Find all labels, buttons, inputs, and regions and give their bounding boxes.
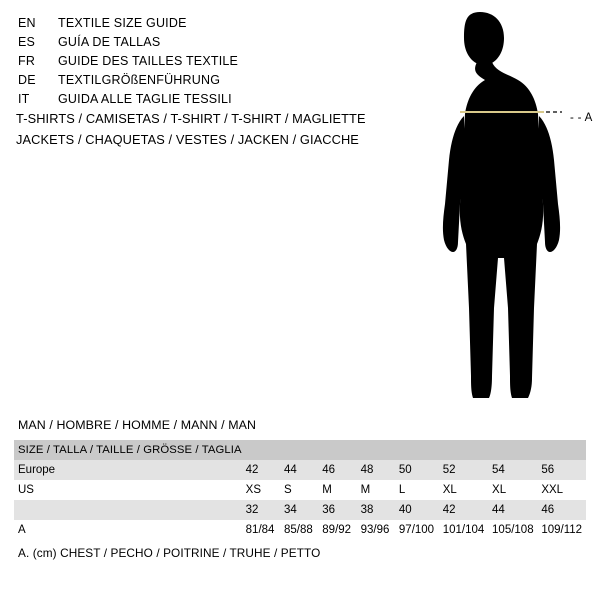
table-cell: 81/84 [242,520,280,540]
language-title: GUIDA ALLE TAGLIE TESSILI [58,92,232,106]
language-code: IT [18,92,30,106]
table-cell: XL [439,480,488,500]
table-cell: 42 [242,460,280,480]
language-title: GUÍA DE TALLAS [58,35,161,49]
table-cell: 50 [395,460,439,480]
table-row [14,520,586,540]
table-cell: 93/96 [357,520,395,540]
table-header-cell [488,440,537,460]
table-cell: 56 [537,460,586,480]
table-cell: 101/104 [439,520,488,540]
language-title: GUIDE DES TAILLES TEXTILE [58,54,239,68]
table-cell: 44 [280,460,318,480]
language-code: FR [18,54,36,68]
table-header-cell [318,440,356,460]
table-header-cell [242,440,280,460]
language-row [18,54,398,73]
table-cell: 46 [537,500,586,520]
table-cell: 42 [439,500,488,520]
language-title: TEXTILE SIZE GUIDE [58,16,187,30]
table-cell: XL [488,480,537,500]
language-list [18,16,398,111]
language-title: TEXTILGRÖßENFÜHRUNG [58,73,221,87]
table-header-cell [357,440,395,460]
table-cell: 109/112 [537,520,586,540]
category-jackets: JACKETS / CHAQUETAS / VESTES / JACKEN / GIACCHE [16,132,359,147]
table-cell: S [280,480,318,500]
table-cell: 40 [395,500,439,520]
category-tshirts: T-SHIRTS / CAMISETAS / T-SHIRT / T-SHIRT / MAGLIETTE [16,111,366,126]
table-header-cell: SIZE / TALLA / TAILLE / GRÖSSE / TAGLIA [14,440,242,460]
table-cell: M [357,480,395,500]
table-cell: 89/92 [318,520,356,540]
measure-label-a: - - A [570,112,593,124]
table-cell: M [318,480,356,500]
male-torso-silhouette-icon [420,8,595,408]
row-label [14,500,242,520]
table-cell: 38 [357,500,395,520]
row-label: US [14,480,242,500]
table-header-row [14,440,586,460]
table-cell: 46 [318,460,356,480]
size-table [14,440,586,540]
language-row [18,16,398,35]
table-title: MAN / HOMBRE / HOMME / MANN / MAN [18,418,257,432]
table-cell: 54 [488,460,537,480]
table-header-cell [395,440,439,460]
language-code: DE [18,73,36,87]
table-row [14,500,586,520]
table-cell: XXL [537,480,586,500]
table-cell: 85/88 [280,520,318,540]
table-cell: L [395,480,439,500]
row-label: A [14,520,242,540]
language-code: EN [18,16,36,30]
table-header-cell [280,440,318,460]
footnote: A. (cm) CHEST / PECHO / POITRINE / TRUHE / PETTO [18,546,321,560]
table-cell: 97/100 [395,520,439,540]
table-cell: XS [242,480,280,500]
table-header-cell [537,440,586,460]
table-cell: 48 [357,460,395,480]
category-list [16,111,416,153]
language-code: ES [18,35,36,49]
table-header-cell [439,440,488,460]
table-cell: 44 [488,500,537,520]
row-label: Europe [14,460,242,480]
language-row [18,35,398,54]
table-row [14,460,586,480]
language-row [18,92,398,111]
table-cell: 32 [242,500,280,520]
table-cell: 52 [439,460,488,480]
figure-illustration [420,8,595,408]
table-cell: 34 [280,500,318,520]
language-row [18,73,398,92]
table-cell: 36 [318,500,356,520]
table-row [14,480,586,500]
table-cell: 105/108 [488,520,537,540]
